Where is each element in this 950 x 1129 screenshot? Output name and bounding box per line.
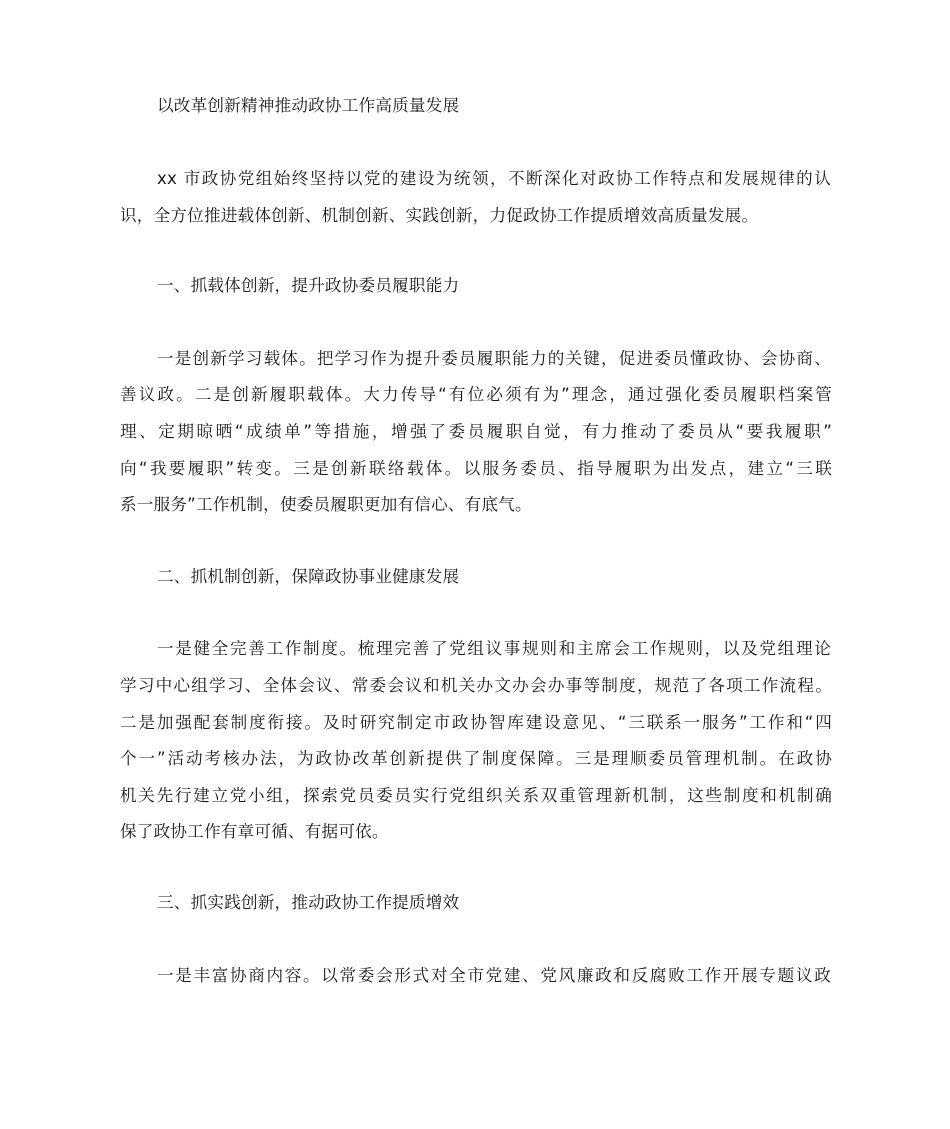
section2-line-6: 保了政协工作有章可循、有据可依。	[120, 822, 389, 841]
section2-line-4: 个一”活动考核办法，为政协改革创新提供了制度保障。三是理顺委员管理机制。在政协	[120, 749, 832, 768]
section3-line-1: 一是丰富协商内容。以常委会形式对全市党建、党风廉政和反腐败工作开展专题议政	[157, 966, 831, 985]
intro-line-2: 识，全方位推进载体创新、机制创新、实践创新，力促政协工作提质增效高质量发展。	[120, 206, 759, 225]
section2-line-1: 一是健全完善工作制度。梳理完善了党组议事规则和主席会工作规则，以及党组理论	[157, 639, 831, 658]
section2-line-3: 二是加强配套制度衔接。及时研究制定市政协智库建设意见、“三联系一服务”工作和“四	[120, 713, 832, 732]
section1-heading: 一、抓载体创新，提升政协委员履职能力	[157, 276, 460, 295]
section1-line-4: 向“我要履职”转变。三是创新联络载体。以服务委员、指导履职为出发点，建立“三联	[120, 459, 832, 478]
section1-line-5: 系一服务”工作机制，使委员履职更加有信心、有底气。	[120, 495, 532, 514]
section3-heading: 三、抓实践创新，推动政协工作提质增效	[157, 893, 460, 912]
section1-line-3: 理、定期晾晒“成绩单”等措施，增强了委员履职自觉，有力推动了委员从“要我履职”	[120, 422, 832, 441]
section2-line-2: 学习中心组学习、全体会议、常委会议和机关办文办会办事等制度，规范了各项工作流程。	[120, 676, 832, 695]
section2-heading: 二、抓机制创新，保障政协事业健康发展	[157, 567, 460, 586]
section1-line-1: 一是创新学习载体。把学习作为提升委员履职能力的关键，促进委员懂政协、会协商、	[157, 349, 831, 368]
section2-line-5: 机关先行建立党小组，探索党员委员实行党组织关系双重管理新机制，这些制度和机制确	[120, 786, 832, 805]
intro-line-1: xx 市政协党组始终坚持以党的建设为统领，不断深化对政协工作特点和发展规律的认	[157, 169, 831, 188]
document-title: 以改革创新精神推动政协工作高质量发展	[157, 96, 460, 115]
section1-line-2: 善议政。二是创新履职载体。大力传导“有位必须有为”理念，通过强化委员履职档案管	[120, 385, 832, 404]
